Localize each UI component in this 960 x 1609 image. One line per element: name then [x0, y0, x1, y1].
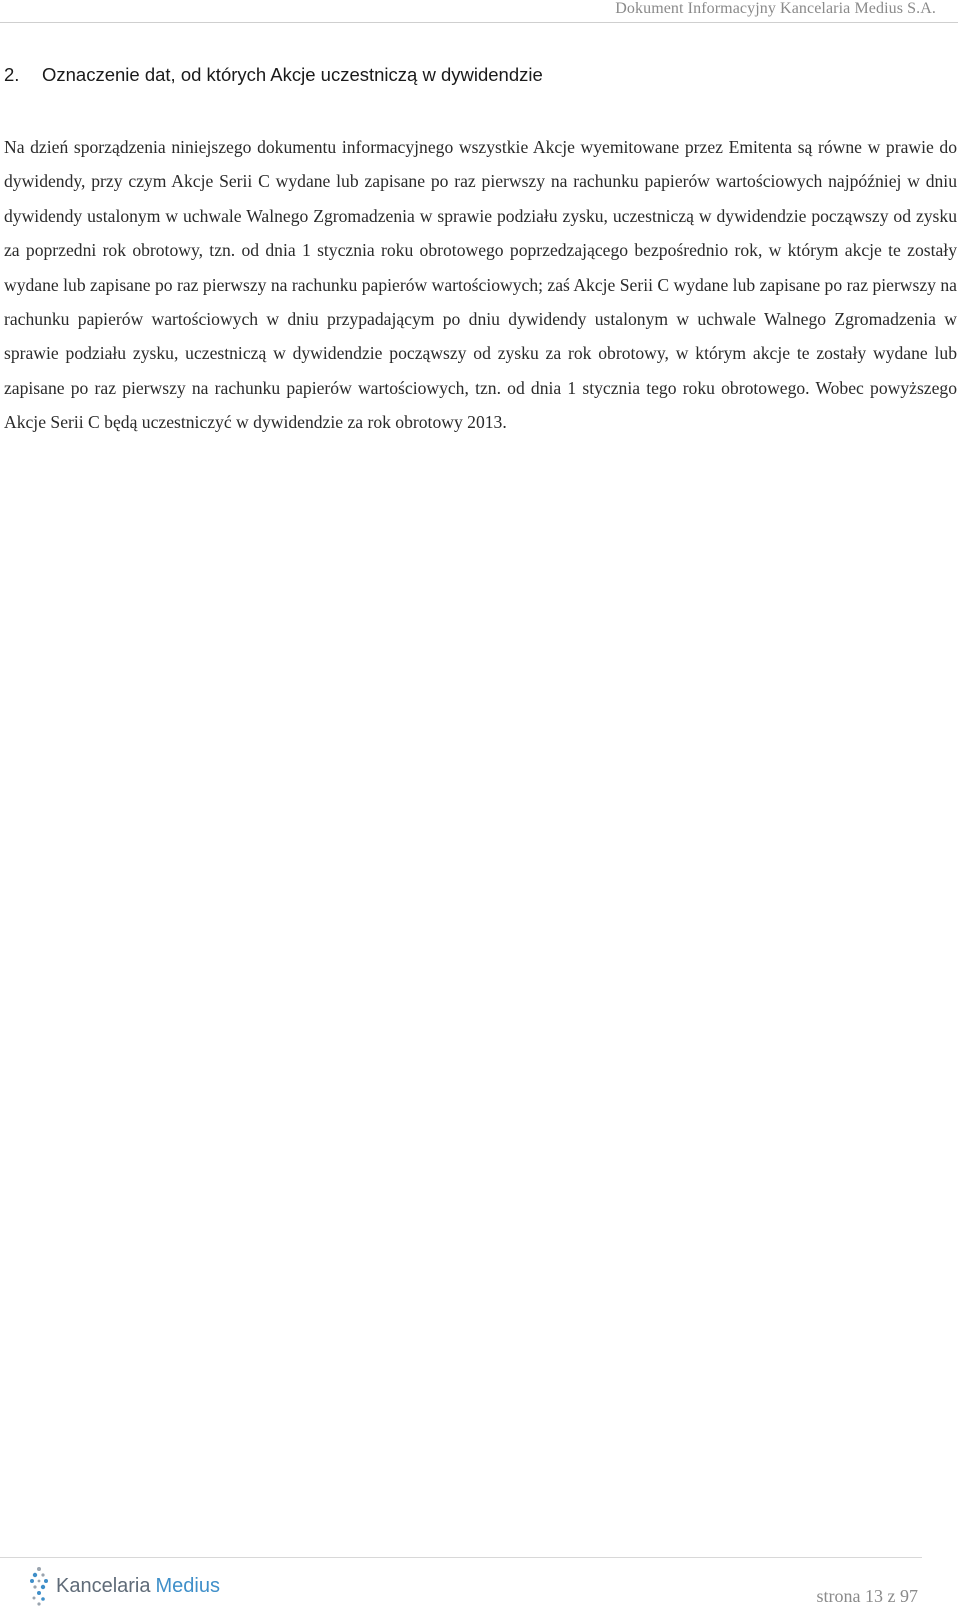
logo-word-medius: Medius: [155, 1574, 220, 1597]
dna-helix-icon: [28, 1566, 50, 1606]
section-number: 2.: [4, 64, 20, 85]
logo-word-kancelaria: Kancelaria: [56, 1574, 151, 1597]
section-heading: [4, 64, 543, 86]
footer-divider: [0, 1557, 922, 1558]
header-divider: [0, 22, 958, 23]
company-logo: [28, 1566, 220, 1606]
document-header: Dokument Informacyjny Kancelaria Medius S.A.: [615, 0, 936, 17]
body-paragraph: Na dzień sporządzenia niniejszego dokumentu informacyjnego wszystkie Akcje wyemitowane przez Emitenta są równe w prawie do dywidendy, przy czym Akcje Serii C wydane lub zapisane po raz pierwszy na rachunku papierów wartościowych najpóźniej w dniu dywidendy ustalonym w uchwale Walnego Zgromadzenia w sprawie podziału zysku, uczestniczą w dywidendzie począwszy od zysku za poprzedni rok obrotowy, tzn. od dnia 1 stycznia roku obrotowego poprzedzającego bezpośrednio rok, w którym akcje te zostały wydane lub zapisane po raz pierwszy na rachunku papierów wartościowych; zaś Akcje Serii C wydane lub zapisane po raz pierwszy na rachunku papierów wartościowych w dniu przypadającym po dniu dywidendy ustalonym w uchwale Walnego Zgromadzenia w sprawie podziału zysku, uczestniczą w dywidendzie począwszy od zysku za rok obrotowy, w którym akcje te zostały wydane lub zapisane po raz pierwszy na rachunku papierów wartościowych, tzn. od dnia 1 stycznia tego roku obrotowego. Wobec powyższego Akcje Serii C będą uczestniczyć w dywidendzie za rok obrotowy 2013.: [4, 137, 957, 433]
page-number: strona 13 z 97: [816, 1586, 918, 1606]
section-title: Oznaczenie dat, od których Akcje uczestniczą w dywidendzie: [42, 64, 543, 85]
